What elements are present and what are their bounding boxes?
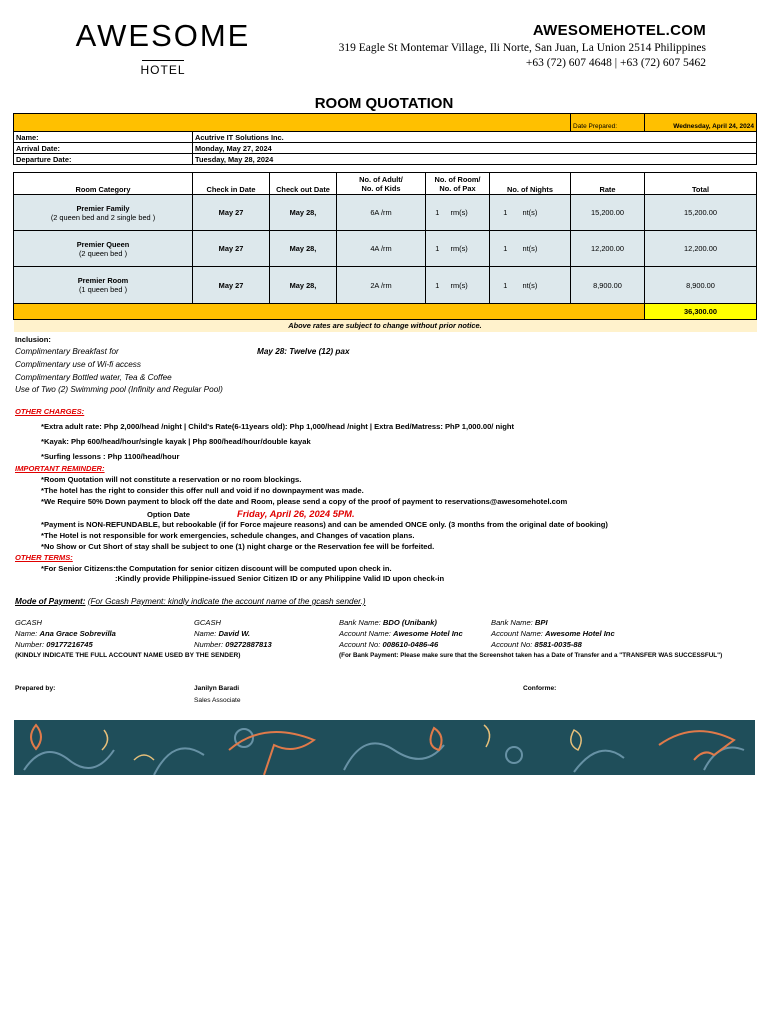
name-row bbox=[14, 132, 757, 143]
rooms-unit-cell: rm(s) bbox=[449, 195, 490, 231]
inclusion-item: Complimentary Breakfast for bbox=[15, 347, 119, 356]
bank-note: (For Bank Payment: Please make sure that the Screenshot taken has a Date of Transfer and a "TRANSFER WAS SUCCESSFUL") bbox=[339, 652, 723, 659]
arrival-label: Arrival Date: bbox=[14, 143, 193, 154]
prepared-by-label: Prepared by: bbox=[15, 685, 56, 692]
adults-cell: 6A /rm bbox=[337, 195, 426, 231]
adults-cell: 2A /rm bbox=[337, 267, 426, 304]
charge-item: *Extra adult rate: Php 2,000/head /night | Child's Rate(6-11years old): Php 1,000/head /night | Extra Bed/Matress: PhP 1,000.00/ night bbox=[41, 422, 515, 431]
terms-line: :Kindly provide Philippine-issued Senior Citizen ID or any Philippine Valid ID upon check-in bbox=[115, 574, 445, 583]
decorative-banner bbox=[14, 720, 755, 775]
gcash1-name: Name: Ana Grace Sobrevilla bbox=[15, 629, 116, 638]
reminder-item: *Room Quotation will not constitute a reservation or no room blockings. bbox=[41, 475, 302, 484]
rate-cell: 8,900.00 bbox=[571, 267, 645, 304]
name-label: Name: bbox=[14, 132, 193, 143]
quotation-table bbox=[13, 113, 757, 332]
other-terms-label: OTHER TERMS: bbox=[15, 553, 73, 562]
room-category-cell bbox=[14, 195, 193, 231]
notice-row bbox=[14, 320, 757, 332]
arrival-row bbox=[14, 143, 757, 154]
inclusion-item: Complimentary use of Wi-fi access bbox=[15, 360, 141, 369]
table-row bbox=[14, 231, 757, 267]
option-date: Friday, April 26, 2024 5PM. bbox=[237, 508, 355, 519]
terms-line: *For Senior Citizens:the Computation for senior citizen discount will be computed upon check in. bbox=[41, 564, 392, 573]
bank1-account-no: Account No: 008610-0486-46 bbox=[339, 640, 439, 649]
rates-notice: Above rates are subject to change without prior notice. bbox=[14, 320, 757, 332]
total-cell: 15,200.00 bbox=[645, 195, 757, 231]
logo-main: AWESOME bbox=[75, 18, 251, 53]
reminder-item: *The hotel has the right to consider this offer null and void if no downpayment was made. bbox=[41, 486, 364, 495]
column-header-row bbox=[14, 173, 757, 195]
nights-cell: 1 bbox=[490, 267, 521, 304]
rate-cell: 12,200.00 bbox=[571, 231, 645, 267]
bank1-account-name: Account Name: Awesome Hotel Inc bbox=[339, 629, 463, 638]
checkin-cell: May 27 bbox=[193, 195, 270, 231]
col-adults-l1: No. of Adult/ bbox=[359, 174, 403, 184]
payment-note: (For Gcash Payment: kindly indicate the account name of the gcash sender.) bbox=[87, 597, 366, 606]
payment-heading bbox=[15, 597, 366, 606]
inclusion-item: Use of Two (2) Swimming pool (Infinity and Regular Pool) bbox=[15, 385, 223, 394]
rooms-cell: 1 bbox=[426, 231, 449, 267]
reminder-item: *Payment is NON-REFUNDABLE, but rebookable (if for Force majeure reasons) and can be amended ONCE only. (3 months from the original date of booking) bbox=[41, 520, 608, 529]
checkout-cell: May 28, bbox=[270, 267, 337, 304]
preparer-title: Sales Associate bbox=[194, 697, 241, 704]
col-adults-l2: No. of Kids bbox=[361, 183, 401, 193]
preparer-name: Janilyn Baradi bbox=[194, 685, 240, 692]
room-name: Premier Queen bbox=[76, 239, 130, 249]
breakfast-detail: May 28: Twelve (12) pax bbox=[257, 347, 350, 356]
rooms-unit-cell: rm(s) bbox=[449, 267, 490, 304]
reminder-label: IMPORTANT REMINDER: bbox=[15, 464, 105, 473]
col-room-category: Room Category bbox=[14, 173, 193, 195]
departure-date: Tuesday, May 28, 2024 bbox=[193, 154, 757, 165]
gcash1-number: Number: 09177216745 bbox=[15, 640, 93, 649]
hotel-address: 319 Eagle St Montemar Village, Ili Norte, San Juan, La Union 2514 Philippines bbox=[338, 42, 706, 54]
room-category-cell bbox=[14, 267, 193, 304]
payment-label: Mode of Payment: bbox=[15, 597, 86, 606]
table-row bbox=[14, 267, 757, 304]
adults-cell: 4A /rm bbox=[337, 231, 426, 267]
date-prepared-row bbox=[14, 114, 757, 132]
reminder-item: *The Hotel is not responsible for work emergencies, schedule changes, and Changes of vacation plans. bbox=[41, 531, 415, 540]
room-name: Premier Room bbox=[77, 276, 129, 285]
rate-cell: 15,200.00 bbox=[571, 195, 645, 231]
checkout-cell: May 28, bbox=[270, 195, 337, 231]
rooms-cell: 1 bbox=[426, 267, 449, 304]
inclusion-label: Inclusion: bbox=[15, 335, 51, 344]
table-row bbox=[14, 195, 757, 231]
col-checkin: Check in Date bbox=[193, 173, 270, 195]
reminder-item: *No Show or Cut Short of stay shall be subject to one (1) night charge or the Reservation fee will be forfeited. bbox=[41, 542, 435, 551]
nights-unit-cell: nt(s) bbox=[521, 195, 571, 231]
hotel-logo bbox=[70, 18, 256, 77]
nights-cell: 1 bbox=[490, 231, 521, 267]
nights-cell: 1 bbox=[490, 195, 521, 231]
col-checkout: Check out Date bbox=[270, 173, 337, 195]
tropical-pattern-icon bbox=[14, 720, 755, 775]
gcash2-name: Name: David W. bbox=[194, 629, 251, 638]
bank2-account-name: Account Name: Awesome Hotel Inc bbox=[491, 629, 615, 638]
bank2-name: Bank Name: BPI bbox=[491, 618, 548, 627]
col-rooms-l1: No. of Room/ bbox=[434, 174, 481, 184]
departure-row bbox=[14, 154, 757, 165]
page-title: ROOM QUOTATION bbox=[314, 95, 454, 112]
logo-sub: HOTEL bbox=[140, 63, 186, 77]
hotel-contact bbox=[339, 22, 706, 69]
rooms-unit-cell: rm(s) bbox=[449, 231, 490, 267]
room-desc: (2 queen bed and 2 single bed ) bbox=[50, 212, 156, 222]
reminder-item: *We Require 50% Down payment to block off the date and Room, please send a copy of the proof of payment to reservations@awesomehotel.com bbox=[41, 497, 568, 506]
col-nights: No. of Nights bbox=[490, 173, 571, 195]
conforme-label: Conforme: bbox=[523, 685, 557, 692]
date-prepared-label: Date Prepared: bbox=[571, 114, 645, 132]
other-charges-label: OTHER CHARGES: bbox=[15, 407, 85, 416]
charge-item: *Surfing lessons : Php 1100/head/hour bbox=[41, 452, 180, 461]
hotel-phones: +63 (72) 607 4648 | +63 (72) 607 5462 bbox=[525, 57, 706, 69]
gcash-note: (KINDLY INDICATE THE FULL ACCOUNT NAME USED BY THE SENDER) bbox=[15, 652, 241, 659]
room-desc: (2 queen bed ) bbox=[78, 248, 128, 258]
col-rooms-l2: No. of Pax bbox=[439, 183, 476, 193]
gcash2-title: GCASH bbox=[194, 618, 222, 627]
grand-total: 36,300.00 bbox=[645, 304, 757, 320]
col-adults bbox=[337, 173, 426, 195]
room-category-cell bbox=[14, 231, 193, 267]
logo-rule bbox=[142, 60, 184, 61]
charge-item: *Kayak: Php 600/head/hour/single kayak | Php 800/head/hour/double kayak bbox=[41, 437, 311, 446]
departure-label: Departure Date: bbox=[14, 154, 193, 165]
inclusion-item: Complimentary Bottled water, Tea & Coffee bbox=[15, 373, 172, 382]
gcash2-number: Number: 09272887813 bbox=[194, 640, 272, 649]
col-rate: Rate bbox=[571, 173, 645, 195]
room-name: Premier Family bbox=[76, 203, 130, 213]
col-total: Total bbox=[645, 173, 757, 195]
bank1-name: Bank Name: BDO (Unibank) bbox=[339, 618, 437, 627]
total-cell: 8,900.00 bbox=[645, 267, 757, 304]
checkout-cell: May 28, bbox=[270, 231, 337, 267]
checkin-cell: May 27 bbox=[193, 231, 270, 267]
arrival-date: Monday, May 27, 2024 bbox=[193, 143, 757, 154]
client-name: Acutrive IT Solutions Inc. bbox=[193, 132, 757, 143]
nights-unit-cell: nt(s) bbox=[521, 267, 571, 304]
room-desc: (1 queen bed ) bbox=[78, 285, 128, 294]
col-rooms bbox=[426, 173, 490, 195]
grand-total-row bbox=[14, 304, 757, 320]
option-date-label: Option Date bbox=[147, 510, 191, 519]
nights-unit-cell: nt(s) bbox=[521, 231, 571, 267]
date-prepared-value: Wednesday, April 24, 2024 bbox=[645, 114, 757, 132]
checkin-cell: May 27 bbox=[193, 267, 270, 304]
bank2-account-no: Account No: 8581-0035-88 bbox=[491, 640, 582, 649]
total-cell: 12,200.00 bbox=[645, 231, 757, 267]
hotel-website[interactable]: AWESOMEHOTEL.COM bbox=[532, 22, 706, 39]
gcash1-title: GCASH bbox=[15, 618, 43, 627]
rooms-cell: 1 bbox=[426, 195, 449, 231]
